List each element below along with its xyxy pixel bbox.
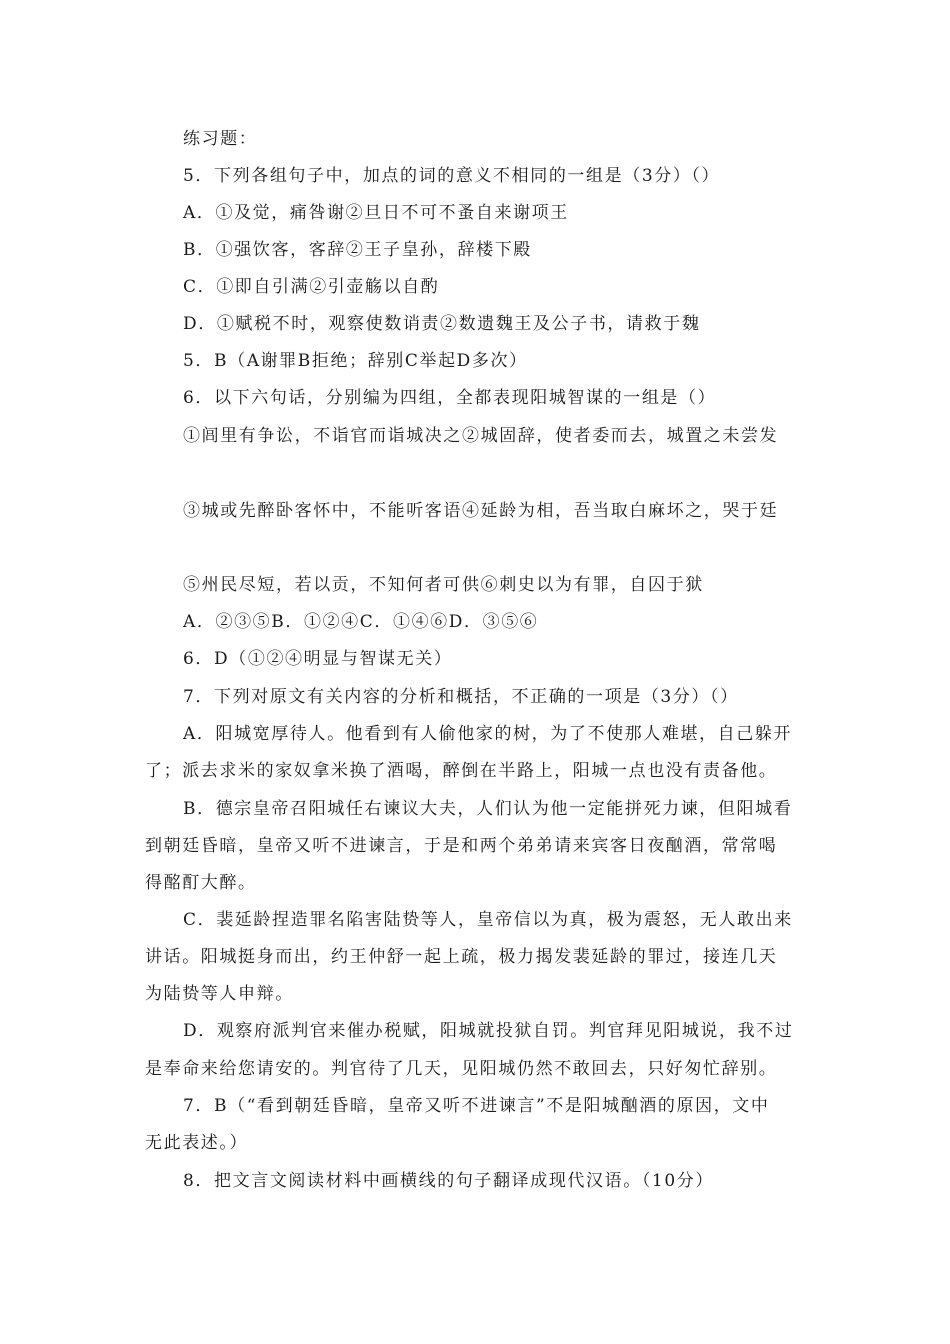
question-7-answer-line-2: 无此表述。） bbox=[145, 1133, 249, 1153]
question-7-answer-line-1: 7．B（“看到朝廷昏暗，皇帝又听不进谏言”不是阳城酗酒的原因，文中 bbox=[183, 1096, 770, 1116]
question-7-option-d-line-1: D．观察府派判官来催办税赋，阳城就投狱自罚。判官拜见阳城说，我不过 bbox=[183, 1021, 794, 1041]
question-6-sentences-1-2: ①闾里有争讼，不诣官而诣城决之②城固辞，使者委而去，城置之未尝发 bbox=[183, 426, 779, 446]
question-5-option-c: C．①即自引满②引壶觞以自酌 bbox=[183, 277, 440, 297]
question-7-option-c-line-2: 讲话。阳城挺身而出，约王仲舒一起上疏，极力揭发裴延龄的罪过，接连几天 bbox=[145, 947, 778, 967]
question-8-stem: 8．把文言文阅读材料中画横线的句子翻译成现代汉语。（10分） bbox=[183, 1171, 714, 1191]
question-7-option-b-line-1: B．德宗皇帝召阳城任右谏议大夫，人们认为他一定能拼死力谏，但阳城看 bbox=[183, 799, 793, 819]
section-heading: 练习题： bbox=[183, 129, 258, 149]
question-5-option-a: A．①及觉，痛咎谢②旦日不可不蚤自来谢项王 bbox=[183, 203, 569, 223]
question-7-stem: 7．下列对原文有关内容的分析和概括，不正确的一项是（3分）（） bbox=[183, 687, 739, 707]
question-7-option-b-line-2: 到朝廷昏暗，皇帝又听不进谏言，于是和两个弟弟请来宾客日夜酗酒，常常喝 bbox=[145, 836, 778, 856]
question-6-answer: 6．D（①②④明显与智谋无关） bbox=[183, 649, 453, 669]
question-5-stem: 5．下列各组句子中，加点的词的意义不相同的一组是（3分）（） bbox=[183, 166, 721, 186]
question-5-option-d: D．①赋税不时，观察使数诮责②数遗魏王及公子书，请救于魏 bbox=[183, 314, 701, 334]
question-7-option-a-line-1: A．阳城宽厚待人。他看到有人偷他家的树，为了不使那人难堪，自己躲开 bbox=[183, 724, 793, 744]
question-5-option-b: B．①强饮客，客辞②王子皇孙，辞楼下殿 bbox=[183, 240, 532, 260]
question-6-stem: 6．以下六句话，分别编为四组，全都表现阳城智谋的一组是（） bbox=[183, 388, 717, 408]
question-7-option-c-line-3: 为陆贽等人申辩。 bbox=[145, 984, 294, 1004]
question-7-option-c-line-1: C．裴延龄捏造罪名陷害陆贽等人，皇帝信以为真，极为震怒，无人敢出来 bbox=[183, 910, 793, 930]
question-6-sentences-3-4: ③城或先醉卧客怀中，不能听客语④延龄为相，吾当取白麻坏之，哭于廷 bbox=[183, 501, 779, 521]
question-7-option-a-line-2: 了；派去求米的家奴拿米换了酒喝，醉倒在半路上，阳城一点也没有责备他。 bbox=[145, 761, 778, 781]
question-6-sentences-5-6: ⑤州民尽短，若以贡，不知何者可供⑥刺史以为有罪，自囚于狱 bbox=[183, 575, 704, 595]
question-6-options: A．②③⑤B．①②④C．①④⑥D．③⑤⑥ bbox=[183, 612, 539, 632]
question-5-answer: 5．B（A谢罪B拒绝；辞别C举起D多次） bbox=[183, 351, 528, 371]
question-7-option-d-line-2: 是奉命来给您请安的。判官待了几天，见阳城仍然不敢回去，只好匆忙辞别。 bbox=[145, 1059, 778, 1079]
question-7-option-b-line-3: 得酩酊大醉。 bbox=[145, 873, 257, 893]
